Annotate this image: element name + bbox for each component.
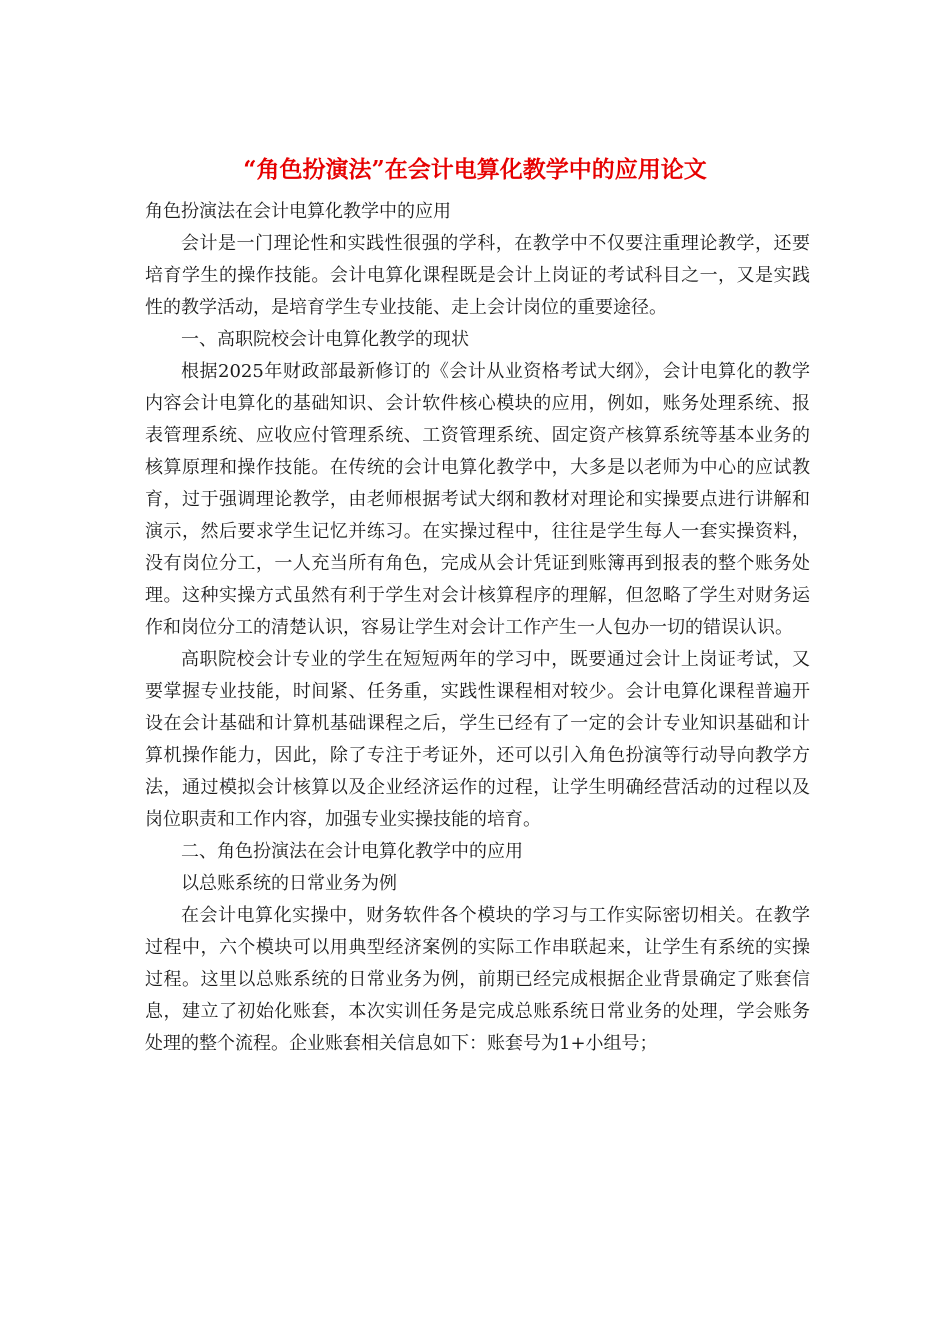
subsection-heading: 以总账系统的日常业务为例 bbox=[181, 873, 397, 894]
paragraph-students: 高职院校会计专业的学生在短短两年的学习中，既要通过会计上岗证考试，又要掌握专业技能，时间紧、任务重，实践性课程相对较少。会计电算化课程普遍开设在会计基础和计算机基础课程之后，学生已经有了一定的会计专业知识基础和计算机操作能力，因此，除了专注于考证外，还可以引入角色扮演等行动导向教学方法，通过模拟会计核算以及企业经济运作的过程，让学生明确经营活动的过程以及岗位职责和工作内容，加强专业实操技能的培育。 bbox=[145, 649, 810, 830]
document-title: “角色扮演法”在会计电算化教学中的应用论文 bbox=[243, 156, 707, 183]
document-subtitle: 角色扮演法在会计电算化教学中的应用 bbox=[145, 201, 451, 222]
paragraph-intro: 会计是一门理论性和实践性很强的学科，在教学中不仅要注重理论教学，还要培育学生的操作技能。会计电算化课程既是会计上岗证的考试科目之一，又是实践性的教学活动，是培育学生专业技能、走上会计岗位的重要途径。 bbox=[145, 233, 810, 318]
section-heading-2: 二、角色扮演法在会计电算化教学中的应用 bbox=[181, 841, 523, 862]
document-body bbox=[145, 196, 810, 1060]
section-heading-1: 一、高职院校会计电算化教学的现状 bbox=[181, 329, 469, 350]
paragraph-status: 根据2025年财政部最新修订的《会计从业资格考试大纲》，会计电算化的教学内容会计电算化的基础知识、会计软件核心模块的应用，例如，账务处理系统、报表管理系统、应收应付管理系统、工资管理系统、固定资产核算系统等基本业务的核算原理和操作技能。在传统的会计电算化教学中，大多是以老师为中心的应试教育，过于强调理论教学，由老师根据考试大纲和教材对理论和实操要点进行讲解和演示，然后要求学生记忆并练习。在实操过程中，往往是学生每人一套实操资料，没有岗位分工，一人充当所有角色，完成从会计凭证到账簿再到报表的整个账务处理。这种实操方式虽然有利于学生对会计核算程序的理解，但忽略了学生对财务运作和岗位分工的清楚认识，容易让学生对会计工作产生一人包办一切的错误认识。 bbox=[145, 361, 810, 638]
paragraph-practice: 在会计电算化实操中，财务软件各个模块的学习与工作实际密切相关。在教学过程中，六个模块可以用典型经济案例的实际工作串联起来，让学生有系统的实操过程。这里以总账系统的日常业务为例，前期已经完成根据企业背景确定了账套信息，建立了初始化账套，本次实训任务是完成总账系统日常业务的处理，学会账务处理的整个流程。企业账套相关信息如下：账套号为1+小组号； bbox=[145, 905, 810, 1054]
